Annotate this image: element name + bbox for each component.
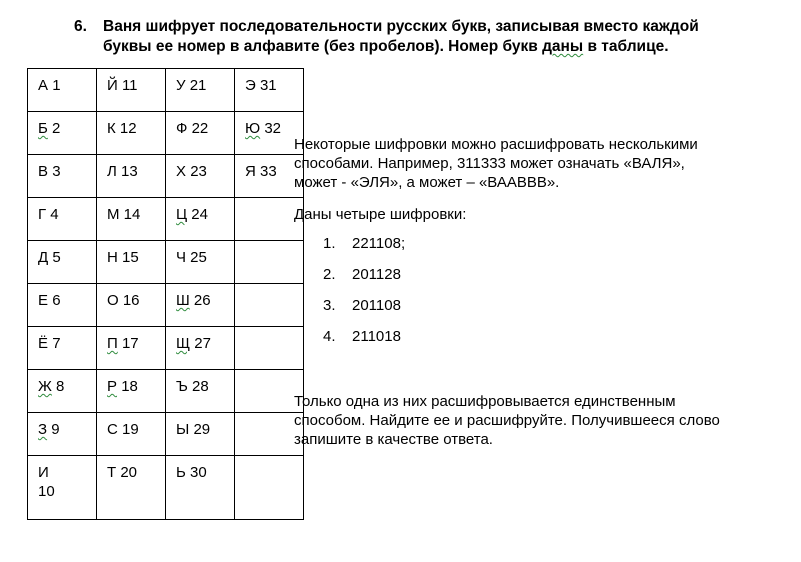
- letter: Ж: [38, 378, 52, 395]
- heading-line-1: Ваня шифрует последовательности русских букв, записывая вместо каждой: [103, 18, 699, 35]
- heading-line-2: буквы ее номер в алфавите (без пробелов). Номер букв даны в таблице.: [103, 38, 669, 55]
- outro-paragraph: [294, 392, 720, 449]
- letter-number: 11: [121, 77, 138, 94]
- letter: П: [107, 335, 118, 352]
- table-cell: [97, 69, 166, 112]
- table-cell: [97, 155, 166, 198]
- letter: А: [38, 77, 49, 94]
- table-cell: [97, 241, 166, 284]
- table-row: [28, 198, 304, 241]
- table-cell: [28, 69, 97, 112]
- letter-number: 29: [193, 421, 211, 438]
- table-cell: [166, 327, 235, 370]
- letter: Щ: [176, 335, 191, 352]
- table-cell: [166, 413, 235, 456]
- letter: З: [38, 421, 48, 438]
- table-cell: [166, 284, 235, 327]
- table-cell: [166, 370, 235, 413]
- letter-number: 16: [122, 292, 140, 309]
- letter: В: [38, 163, 49, 180]
- given-text: Даны четыре шифровки:: [294, 206, 467, 223]
- letter: Ч: [176, 249, 186, 266]
- table-cell: [235, 241, 304, 284]
- letter-number: 18: [121, 378, 138, 395]
- letter-number: 27: [194, 335, 211, 352]
- letter: Ы: [176, 421, 190, 438]
- letter: Я: [245, 163, 256, 180]
- letter: Н: [107, 249, 118, 266]
- table-cell: [97, 456, 166, 520]
- table-cell: [97, 370, 166, 413]
- letter-number: 9: [51, 421, 60, 438]
- letter: Ю: [245, 120, 261, 137]
- table-cell: [28, 198, 97, 241]
- table-cell: [166, 456, 235, 520]
- table-cell: [166, 155, 235, 198]
- letter-number: 30: [190, 464, 207, 481]
- table-row: [28, 370, 304, 413]
- letter-number: 2: [52, 120, 61, 137]
- letter-number: 21: [189, 77, 207, 94]
- letter-number: 3: [52, 163, 61, 180]
- table-cell: [28, 413, 97, 456]
- letter-number: 4: [50, 206, 59, 223]
- letter: Ь: [176, 464, 186, 481]
- letter-number: 8: [56, 378, 65, 395]
- table-cell: [166, 112, 235, 155]
- table-row: [28, 456, 304, 520]
- letter-number: 7: [52, 335, 61, 352]
- letter-number: 20: [120, 464, 138, 481]
- letter: О: [107, 292, 119, 309]
- letter: Э: [245, 77, 256, 94]
- table-cell: [166, 69, 235, 112]
- letter: Ш: [176, 292, 190, 309]
- intro-line: способами. Например, 311333 может означать «ВАЛЯ»,: [294, 155, 685, 172]
- letter-number: 10: [38, 483, 55, 500]
- letter-number: 24: [191, 206, 208, 223]
- table-cell: [97, 413, 166, 456]
- table-cell: [28, 112, 97, 155]
- table-cell: [97, 112, 166, 155]
- letter-number: 22: [191, 120, 209, 137]
- table-cell: [97, 198, 166, 241]
- intro-paragraph: [294, 135, 698, 192]
- outro-line: Только одна из них расшифровывается единственным: [294, 393, 676, 410]
- letter-number: 28: [192, 378, 209, 395]
- outro-line: запишите в качестве ответа.: [294, 431, 493, 448]
- table-cell: [235, 327, 304, 370]
- letter-number: 23: [190, 163, 207, 180]
- letter: Ъ: [176, 378, 188, 395]
- letter-number: 26: [193, 292, 211, 309]
- letter-number: 13: [121, 163, 138, 180]
- letter: Е: [38, 292, 49, 309]
- letter-number: 12: [119, 120, 137, 137]
- table-row: [28, 112, 304, 155]
- table-cell: [166, 198, 235, 241]
- letter: Й: [107, 77, 118, 94]
- letter-number: 17: [121, 335, 139, 352]
- table-cell: [28, 370, 97, 413]
- outro-line: способом. Найдите ее и расшифруйте. Получившееся слово: [294, 412, 720, 429]
- table-row: [28, 413, 304, 456]
- table-cell: [235, 456, 304, 520]
- letter: С: [107, 421, 118, 438]
- letter: Р: [107, 378, 118, 395]
- table-cell: [235, 69, 304, 112]
- letter-number: 14: [123, 206, 141, 223]
- letter: Ф: [176, 120, 188, 137]
- table-row: [28, 69, 304, 112]
- letter: К: [107, 120, 116, 137]
- table-cell: [28, 155, 97, 198]
- letter: Д: [38, 249, 49, 266]
- intro-line: может - «ЭЛЯ», а может – «ВААВВВ».: [294, 174, 560, 191]
- letter-number: 33: [260, 163, 277, 180]
- letter: У: [176, 77, 186, 94]
- letter-number: 5: [52, 249, 61, 266]
- table-cell: [28, 456, 97, 520]
- letter-number: 25: [190, 249, 207, 266]
- table-cell: [28, 284, 97, 327]
- alphabet-table: [27, 68, 304, 520]
- letter-number: 6: [52, 292, 61, 309]
- letter-number: 19: [122, 421, 139, 438]
- letter: М: [107, 206, 120, 223]
- table-cell: [235, 284, 304, 327]
- letter-number: 1: [52, 77, 61, 94]
- task-number: 6.: [74, 18, 87, 35]
- table-cell: [166, 241, 235, 284]
- letter-number: 15: [122, 249, 139, 266]
- table-row: [28, 155, 304, 198]
- letter: Л: [107, 163, 117, 180]
- table-row: [28, 241, 304, 284]
- table-row: [28, 284, 304, 327]
- table-cell: [28, 241, 97, 284]
- table-row: [28, 327, 304, 370]
- letter-number: 31: [259, 77, 277, 94]
- table-cell: [97, 284, 166, 327]
- letter: Х: [176, 163, 187, 180]
- letter: Г: [38, 206, 47, 223]
- letter: Ц: [176, 206, 188, 223]
- letter: Б: [38, 120, 48, 137]
- letter: И: [38, 464, 49, 481]
- letter: Ё: [38, 335, 49, 352]
- intro-line: Некоторые шифровки можно расшифровать несколькими: [294, 136, 698, 153]
- letter: Т: [107, 464, 117, 481]
- letter-number: 32: [264, 120, 282, 137]
- table-cell: [97, 327, 166, 370]
- table-cell: [28, 327, 97, 370]
